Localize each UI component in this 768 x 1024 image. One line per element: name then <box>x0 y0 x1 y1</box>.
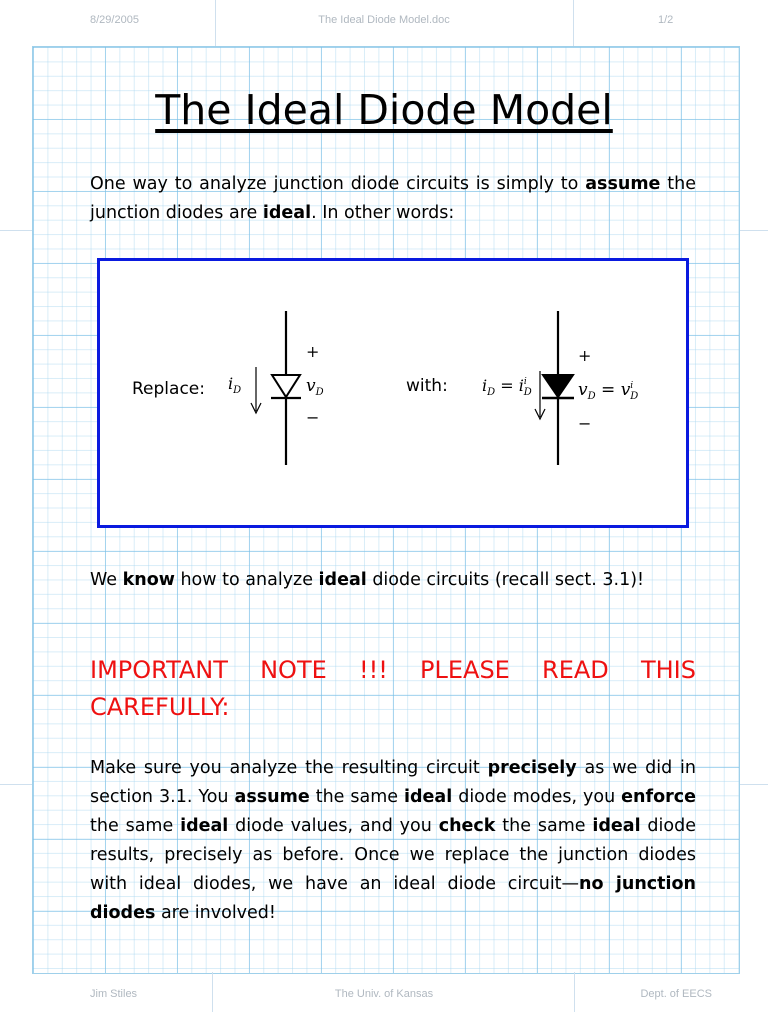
header-divider <box>573 0 574 46</box>
vD-label: $v_D$ <box>306 376 324 398</box>
margin-mark <box>738 230 768 231</box>
margin-mark <box>0 784 32 785</box>
current-arrow-iD-ideal <box>535 371 545 419</box>
header-page-number: 1/2 <box>658 14 674 26</box>
header-divider <box>215 0 216 46</box>
iD-equals-iD-ideal-label: $i_D = i^i$ D <box>482 376 532 398</box>
footer-department: Dept. of EECS <box>640 988 712 1000</box>
iD-label: $i_D$ <box>228 374 242 396</box>
replace-label: Replace: <box>132 379 205 399</box>
footer-university: The Univ. of Kansas <box>334 988 434 1000</box>
page-footer <box>0 984 768 1008</box>
plus-sign-ideal: + <box>578 346 592 365</box>
page-title: The Ideal Diode Model <box>155 86 613 134</box>
current-arrow-iD <box>251 367 261 413</box>
junction-diode-symbol <box>271 311 301 465</box>
footer-author: Jim Stiles <box>90 988 138 1000</box>
minus-sign: − <box>306 408 320 427</box>
minus-sign-ideal: − <box>578 414 592 433</box>
know-paragraph: We know how to analyze ideal diode circuits (recall sect. 3.1)! <box>90 570 645 590</box>
instructions-paragraph: Make sure you analyze the resulting circuit precisely as we did in section 3.1. You assume the same ideal diode modes, you enforce the same ideal diode values, and you check the same ideal diode results, precisely as before. Once we replace the junction diodes with ideal diodes, we have an ideal diode circuit—no junction diodes are involved! <box>90 758 696 923</box>
margin-mark <box>0 230 32 231</box>
header-filename: The Ideal Diode Model.doc <box>318 14 450 26</box>
ideal-diode-symbol <box>542 311 574 465</box>
vD-equals-vD-ideal-label: $v_D = v^i$ D <box>578 380 639 402</box>
header-date: 8/29/2005 <box>90 14 139 26</box>
plus-sign: + <box>306 342 320 361</box>
diode-schematics <box>100 261 686 525</box>
intro-paragraph: One way to analyze junction diode circuits is simply to assume the junction diodes are ideal. In other words: <box>90 174 696 223</box>
margin-mark <box>738 784 768 785</box>
important-note-heading: IMPORTANT NOTE !!! PLEASE READ THIS CAREFULLY: <box>90 656 696 721</box>
page-header <box>0 10 768 34</box>
with-label: with: <box>406 376 448 396</box>
diode-figure-box <box>97 258 689 528</box>
